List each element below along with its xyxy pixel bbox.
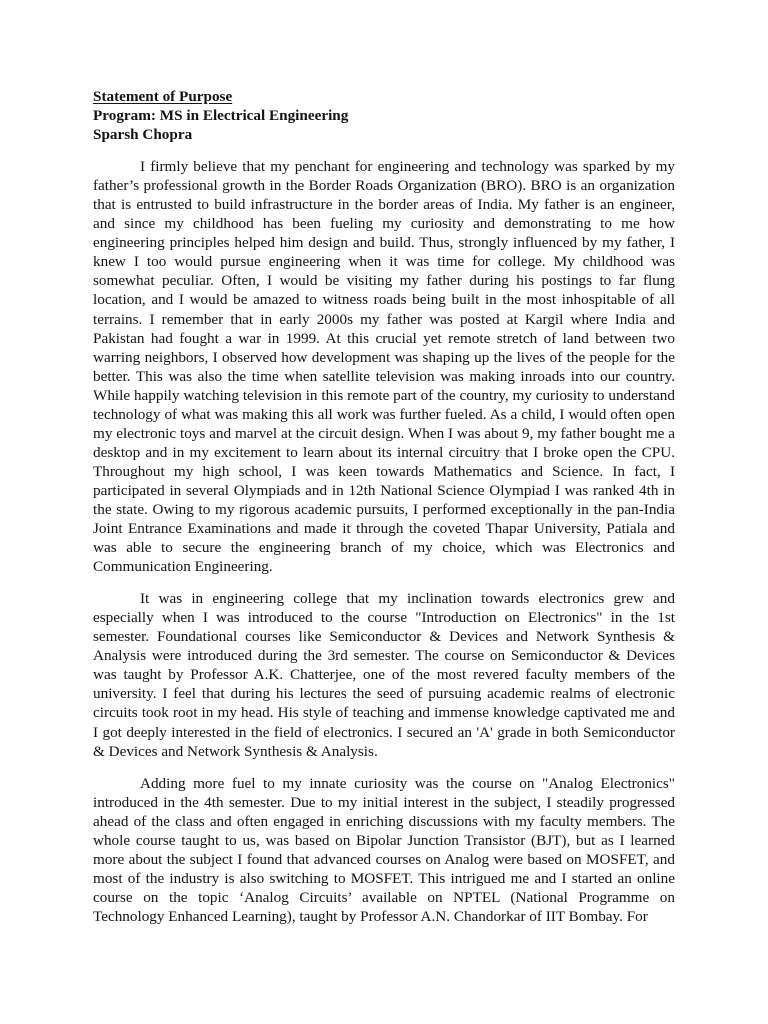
paragraph: I firmly believe that my penchant for engineering and technology was sparked by my father’s professional growth in the Border Roads Organization (BRO). BRO is an organization that is entrusted to build infrastructure in the border areas of India. My father is an engineer, and since my childhood has been fueling my curiosity and demonstrating to me how engineering principles helped him design and build. Thus, strongly influenced by my father, I knew I too would pursue engineering when it was time for college. My childhood was somewhat peculiar. Often, I would be visiting my father during his postings to far flung location, and I would be amazed to witness roads being built in the most inhospitable of all terrains. I remember that in early 2000s my father was posted at Kargil where India and Pakistan had fought a war in 1999. At this crucial yet remote stretch of land between two warring neighbors, I observed how development was shaping up the lives of the people for the better. This was also the time when satellite television was making inroads into our country. While happily watching television in this remote part of the country, my curiosity to understand technology of what was making this all work was further fueled. As a child, I would often open my electronic toys and marvel at the circuit design. When I was about 9, my father bought me a desktop and in my excitement to learn about its internal circuitry that I broke open the CPU. Throughout my high school, I was keen towards Mathematics and Science. In fact, I participated in several Olympiads and in 12th National Science Olympiad I was ranked 4th in the state. Owing to my rigorous academic pursuits, I performed exceptionally in the pan-India Joint Entrance Examinations and made it through the coveted Thapar University, Patiala and was able to secure the engineering branch of my choice, which was Electronics and Communication Engineering. [93, 158, 675, 576]
document-page [93, 87, 675, 926]
document-body [93, 157, 675, 926]
paragraph: It was in engineering college that my inclination towards electronics grew and especially when I was introduced to the course "Introduction on Electronics" in the 1st semester. Foundational courses like Semiconductor & Devices and Network Synthesis & Analysis were introduced during the 3rd semester. The course on Semiconductor & Devices was taught by Professor A.K. Chatterjee, one of the most revered faculty members of the university. I feel that during his lectures the seed of pursuing academic realms of electronic circuits took root in my head. His style of teaching and immense knowledge captivated me and I got deeply interested in the field of electronics. I secured an 'A' grade in both Semiconductor & Devices and Network Synthesis & Analysis. [93, 590, 675, 760]
document-title: Statement of Purpose [93, 88, 233, 105]
paragraph: Adding more fuel to my innate curiosity was the course on "Analog Electronics" introduced in the 4th semester. Due to my initial interest in the subject, I steadily progressed ahead of the class and often engaged in enriching discussions with my faculty members. The whole course taught to us, was based on Bipolar Junction Transistor (BJT), but as I learned more about the subject I found that advanced courses on Analog were based on MOSFET, and most of the industry is also switching to MOSFET. This intrigued me and I started an online course on the topic ‘Analog Circuits’ available on NPTEL (National Programme on Technology Enhanced Learning), taught by Professor A.N. Chandorkar of IIT Bombay. For [93, 774, 675, 925]
document-header [93, 87, 675, 144]
author-name: Sparsh Chopra [93, 126, 193, 144]
program-line: Program: MS in Electrical Engineering [93, 107, 349, 125]
